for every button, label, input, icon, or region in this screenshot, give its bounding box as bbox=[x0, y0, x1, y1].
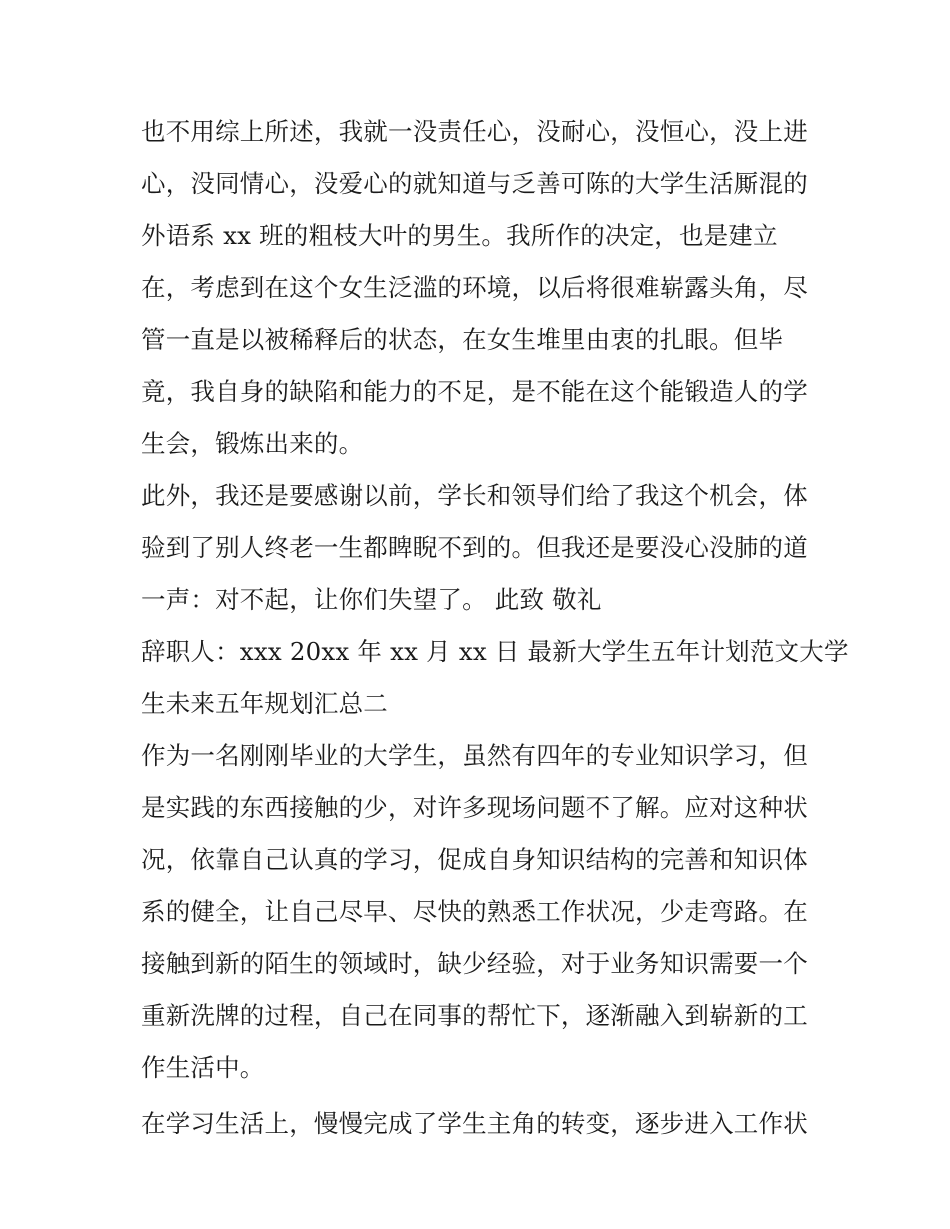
text-line-10: 一声：对不起，让你们失望了。 此致 敬礼 bbox=[141, 585, 602, 614]
text-line-2: 心，没同情心，没爱心的就知道与乏善可陈的大学生活厮混的 bbox=[141, 169, 808, 198]
text-line-20: 在学习生活上，慢慢完成了学生主角的转变，逐步进入工作状 bbox=[141, 1109, 808, 1138]
text-line-6: 竟，我自身的缺陷和能力的不足，是不能在这个能锻造人的学 bbox=[141, 377, 808, 406]
text-line-8: 此外，我还是要感谢以前，学长和领导们给了我这个机会，体 bbox=[141, 481, 808, 510]
text-line-3: 外语系 xx 班的粗枝大叶的男生。我所作的决定，也是建立 bbox=[141, 221, 778, 250]
text-line-1: 也不用综上所述，我就一没责任心，没耐心，没恒心，没上进 bbox=[141, 117, 808, 146]
text-line-4: 在，考虑到在这个女生泛滥的环境，以后将很难崭露头角，尽 bbox=[141, 273, 808, 302]
text-line-14: 是实践的东西接触的少，对许多现场问题不了解。应对这种状 bbox=[141, 793, 808, 822]
text-line-18: 重新洗牌的过程，自己在同事的帮忙下，逐渐融入到崭新的工 bbox=[141, 1001, 808, 1030]
text-line-5: 管一直是以被稀释后的状态，在女生堆里由衷的扎眼。但毕 bbox=[141, 325, 784, 354]
text-line-19: 作生活中。 bbox=[141, 1053, 265, 1082]
text-line-16: 系的健全，让自己尽早、尽快的熟悉工作状况，少走弯路。在 bbox=[141, 897, 808, 926]
text-line-12: 生未来五年规划汇总二 bbox=[141, 689, 388, 718]
text-line-13: 作为一名刚刚毕业的大学生，虽然有四年的专业知识学习，但 bbox=[141, 741, 808, 770]
document-body bbox=[141, 106, 849, 1150]
text-line-17: 接触到新的陌生的领域时，缺少经验，对于业务知识需要一个 bbox=[141, 949, 808, 978]
text-line-7: 生会，锻炼出来的。 bbox=[141, 429, 364, 458]
text-line-15: 况，依靠自己认真的学习，促成自身知识结构的完善和知识体 bbox=[141, 845, 808, 874]
text-line-11: 辞职人：xxx 20xx 年 xx 月 xx 日 最新大学生五年计划范文大学 bbox=[141, 637, 849, 666]
text-line-9: 验到了别人终老一生都睥睨不到的。但我还是要没心没肺的道 bbox=[141, 533, 808, 562]
